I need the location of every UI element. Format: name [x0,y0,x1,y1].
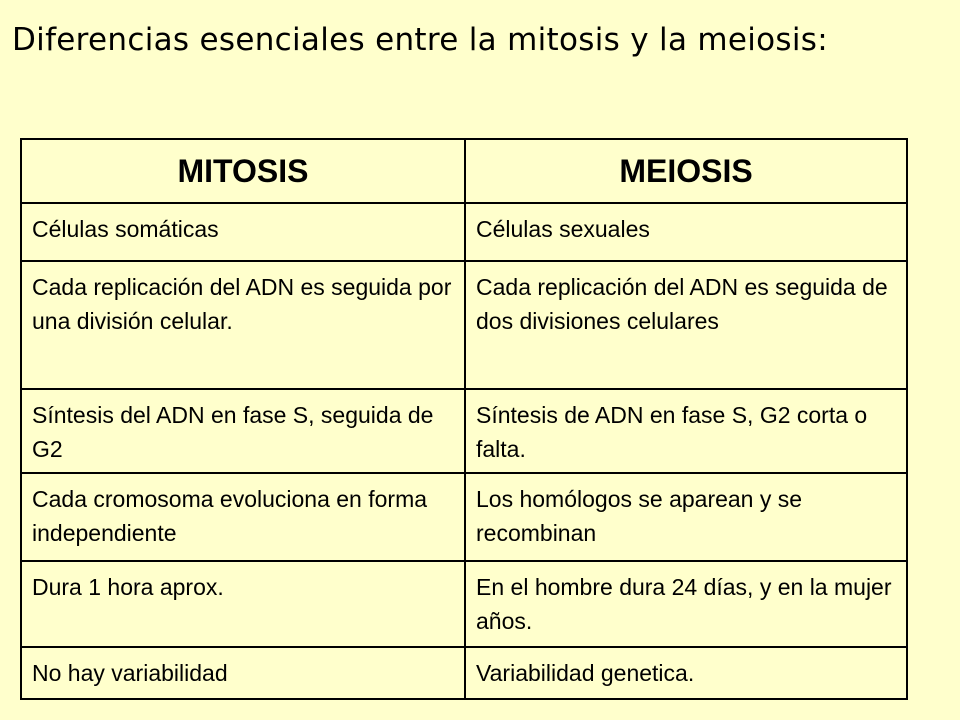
table-row [21,261,907,389]
cell-meiosis: Células sexuales [465,203,907,261]
cell-meiosis: En el hombre dura 24 días, y en la mujer años. [465,561,907,647]
table-header-row [21,139,907,203]
table-row [21,647,907,699]
cell-meiosis: Variabilidad genetica. [465,647,907,699]
comparison-table [20,138,908,700]
header-meiosis: MEIOSIS [465,139,907,203]
header-mitosis: MITOSIS [21,139,465,203]
table-row [21,389,907,473]
table-row [21,203,907,261]
cell-mitosis: Dura 1 hora aprox. [21,561,465,647]
cell-mitosis: No hay variabilidad [21,647,465,699]
cell-mitosis: Síntesis del ADN en fase S, seguida de G2 [21,389,465,473]
cell-mitosis: Cada replicación del ADN es seguida por una división celular. [21,261,465,389]
table-row [21,561,907,647]
table-row [21,473,907,561]
cell-mitosis: Cada cromosoma evoluciona en forma independiente [21,473,465,561]
cell-mitosis: Células somáticas [21,203,465,261]
cell-meiosis: Síntesis de ADN en fase S, G2 corta o falta. [465,389,907,473]
slide-title: Diferencias esenciales entre la mitosis y la meiosis: [12,22,828,58]
cell-meiosis: Los homólogos se aparean y se recombinan [465,473,907,561]
cell-meiosis: Cada replicación del ADN es seguida de dos divisiones celulares [465,261,907,389]
